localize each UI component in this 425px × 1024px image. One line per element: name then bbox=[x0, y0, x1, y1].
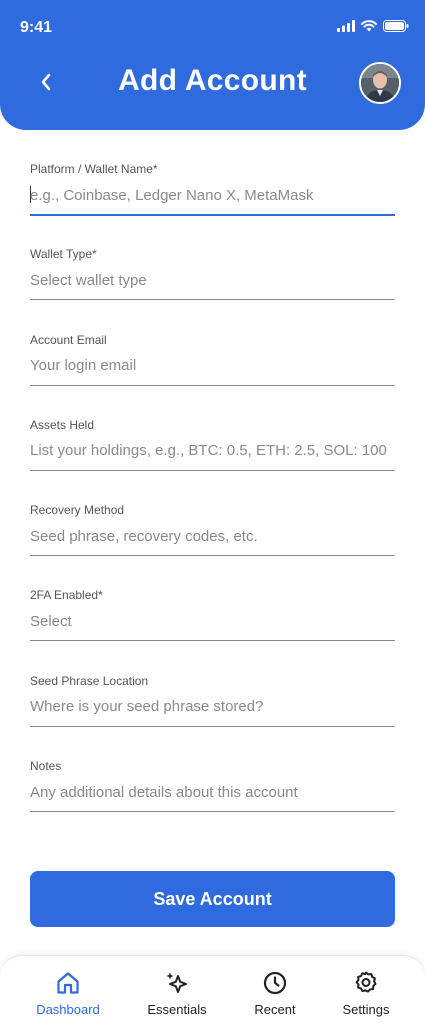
assets-label: Assets Held bbox=[30, 417, 95, 432]
avatar[interactable] bbox=[359, 62, 401, 104]
recovery-input[interactable] bbox=[30, 525, 395, 547]
twofa-field bbox=[30, 574, 395, 659]
platform-field bbox=[30, 148, 395, 233]
field-underline bbox=[30, 299, 395, 300]
notes-input[interactable] bbox=[30, 781, 395, 803]
email-field bbox=[30, 319, 395, 404]
header bbox=[0, 0, 425, 130]
tab-recent[interactable] bbox=[230, 970, 320, 1017]
platform-input[interactable] bbox=[30, 184, 395, 206]
notes-field bbox=[30, 745, 395, 830]
wifi-icon bbox=[361, 20, 377, 32]
tab-dashboard[interactable] bbox=[23, 970, 113, 1017]
page-title: Add Account bbox=[118, 64, 307, 97]
profile-photo-icon bbox=[361, 64, 399, 102]
platform-label: Platform / Wallet Name* bbox=[30, 162, 158, 176]
assets-field bbox=[30, 404, 395, 489]
wallet-type-field bbox=[30, 233, 395, 318]
field-underline bbox=[30, 555, 395, 556]
tab-recent-label: Recent bbox=[254, 1002, 296, 1017]
clock-icon bbox=[262, 970, 288, 996]
tab-settings[interactable] bbox=[321, 970, 411, 1017]
twofa-select[interactable] bbox=[30, 610, 395, 632]
wallet-type-label: Wallet Type* bbox=[30, 247, 97, 262]
seed-location-input[interactable] bbox=[30, 696, 395, 718]
field-underline bbox=[30, 726, 395, 727]
field-underline bbox=[30, 640, 395, 641]
battery-icon bbox=[383, 20, 409, 32]
assets-input[interactable] bbox=[30, 440, 395, 462]
tab-settings-label: Settings bbox=[342, 1002, 390, 1017]
notes-label: Notes bbox=[30, 759, 62, 774]
email-label: Account Email bbox=[30, 332, 107, 347]
save-account-button[interactable]: Save Account bbox=[30, 871, 395, 927]
field-underline bbox=[30, 811, 395, 812]
seed-location-label: Seed Phrase Location bbox=[30, 673, 149, 688]
home-icon bbox=[55, 970, 81, 996]
field-underline bbox=[30, 385, 395, 386]
sparkle-icon bbox=[164, 970, 190, 996]
tab-essentials[interactable] bbox=[132, 970, 222, 1017]
field-underline bbox=[30, 214, 395, 216]
status-time: 9:41 bbox=[20, 19, 53, 36]
email-input[interactable] bbox=[30, 355, 395, 377]
tab-dashboard-label: Dashboard bbox=[36, 1002, 100, 1017]
tab-essentials-label: Essentials bbox=[147, 1002, 207, 1017]
add-account-form bbox=[30, 148, 395, 830]
recovery-field bbox=[30, 489, 395, 574]
recovery-label: Recovery Method bbox=[30, 503, 125, 518]
bottom-tab-bar bbox=[0, 955, 425, 1024]
gear-icon bbox=[353, 970, 379, 996]
seed-location-field bbox=[30, 660, 395, 745]
wallet-type-select[interactable] bbox=[30, 269, 395, 291]
twofa-label: 2FA Enabled* bbox=[30, 588, 103, 603]
signal-icon bbox=[337, 20, 355, 32]
status-icons bbox=[337, 20, 409, 32]
field-underline bbox=[30, 470, 395, 471]
